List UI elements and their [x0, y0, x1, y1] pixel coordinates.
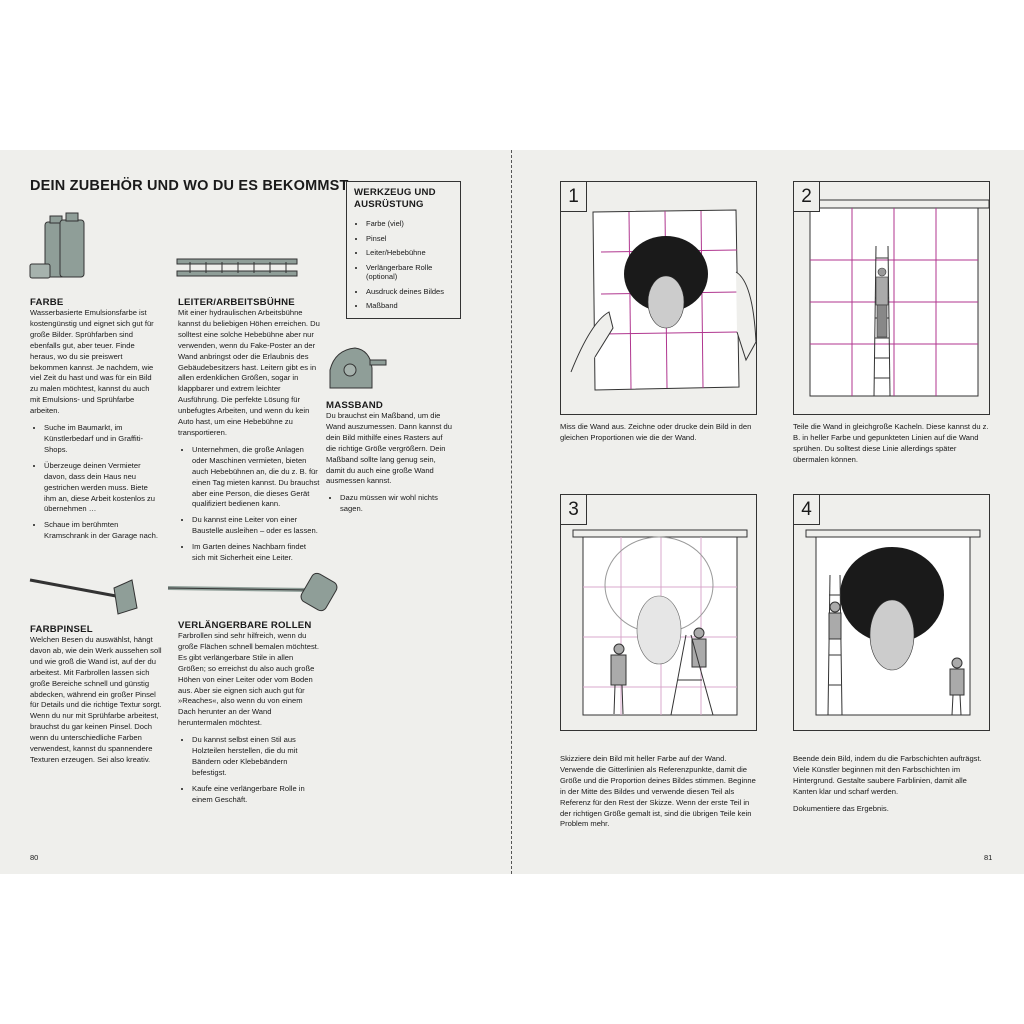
book-spread [0, 150, 1024, 874]
section-text: Du brauchst ein Maßband, um die Wand auszumessen. Dann kannst du dein Bild mithilfe eines Rasters auf die richtige Größe vergrößern. Dein Maßband sollte lang genug sein, damit du auch eine große Wand ausmessen kannst. [326, 411, 452, 486]
step-number: 2 [794, 182, 820, 212]
ladder-illustration [177, 259, 297, 276]
section-heading: FARBPINSEL [30, 624, 93, 635]
toolbox-item: • Leiter/Hebebühne [366, 248, 453, 258]
list-item: • Du kannst eine Leiter von einer Baustelle ausleihen – oder es lassen. [192, 515, 321, 537]
step-4-caption-2: Dokumentiere das Ergebnis. [793, 804, 889, 813]
page-title: DEIN ZUBEHÖR UND WO DU ES BEKOMMST [30, 178, 349, 194]
bullet-list [30, 423, 160, 542]
step-1-panel [560, 181, 757, 415]
step-number: 4 [794, 495, 820, 525]
toolbox-item: • Verlängerbare Rolle (optional) [366, 263, 453, 282]
bullet-list [178, 735, 321, 805]
list-item: • Im Garten deines Nachbarn findet sich mit Sicherheit eine Leiter. [192, 542, 321, 564]
step-3-panel [560, 494, 757, 731]
toolbox-heading: WERKZEUG UND AUSRÜSTUNG [354, 187, 436, 210]
toolbox-item: • Pinsel [366, 234, 453, 244]
section-heading: VERLÄNGERBARE ROLLEN [178, 620, 312, 631]
section-text: Mit einer hydraulischen Arbeitsbühne kannst du beliebigen Höhen erreichen. Du solltest eine solche Hebebühne aber nur verwenden, wenn du Fake-Poster an der Wand anbringst oder die Erlaubnis des Gebäudebesitzers hast. Leitern gibt es in allen erdenklichen Größen, sogar in klappbarer und extrem leichter Ausführung. Die perfekte Lösung für unbefugtes Arbeiten, und wenn du kein Auto hast, um eine Hebebühne zu transportieren. [178, 308, 320, 437]
section-rollen [178, 620, 321, 811]
page-number-right: 81 [984, 853, 993, 862]
list-item: • Du kannst selbst einen Stil aus Holzteilen herstellen, die du mit Bändern oder Klebebändern befestigst. [192, 735, 321, 779]
section-text: Welchen Besen du auswählst, hängt davon ab, wie dein Werk aussehen soll und wie groß die Wand ist, auf der du arbeitest. Mit Farbrollen lassen sich große Bereiche schnell und günstig abdecken, während ein großer Pinsel für Details und die richtige Textur sorgt. Wenn du nur mit Sprühfarbe arbeitest, brauchst du gar keinen Pinsel. Doch wenn du unterschiedliche Farben verwendest, kannst du spannendere Texturen erzeugen. Sei also kreativ. [30, 635, 162, 764]
bullet-list [326, 493, 454, 515]
section-heading: MASSBAND [326, 400, 384, 411]
page-number-left: 80 [30, 853, 39, 862]
toolbox-item: • Ausdruck deines Bildes [366, 287, 453, 297]
step-4-caption: Beende dein Bild, indem du die Farbschichten aufträgst. Viele Künstler beginnen mit den Farbschichten im Hintergrund. Gestalte saubere Farblinien, damit alle Kanten klar und scharf werden. [793, 754, 982, 796]
toolbox-item: • Maßband [366, 301, 453, 311]
step-2-illustration [794, 182, 991, 416]
step-4-illustration [794, 495, 991, 732]
section-farbe [30, 297, 160, 547]
step-3-caption: Skizziere dein Bild mit heller Farbe auf der Wand. Verwende die Gitterlinien als Referenzpunkte, damit die Größe und die Proportion deines Bildes stimmen. Beginne in der Mitte des Bildes und verwende diesen Teil als Referenz für den Rest der Skizze. Wenn der erste Teil in der richtigen Größe gemalt ist, sind die übrigen Teile kein Problem mehr. [560, 754, 756, 829]
section-leiter [178, 297, 321, 569]
step-4-panel [793, 494, 990, 731]
list-item: • Suche im Baumarkt, im Künstlerbedarf und in Graffiti-Shops. [44, 423, 160, 456]
step-1-illustration [561, 182, 758, 416]
section-text: Wasserbasierte Emulsionsfarbe ist kostengünstig und eignet sich gut für große Bilder. Sprühfarben sind ebenfalls gut, aber teuer. Finde heraus, wo du sie preiswert bekommen kannst. Je nachdem, wie viel Zeit du hast und was für ein Bild zu malen möchtest, kannst du auch mit Emulsions- und Sprühfarbe arbeiten. [30, 308, 154, 416]
list-item: • Unternehmen, die große Anlagen oder Maschinen vermieten, bieten auch Hebebühnen an, die du z. B. für einen Tag mieten kannst. Du brauchst aber eine Person, die dieses Gerät qualifiziert bedienen kann. [192, 445, 321, 510]
tape-measure-illustration [330, 348, 386, 388]
brush-illustration [30, 580, 137, 614]
section-farbpinsel [30, 624, 166, 766]
roller-illustration [168, 571, 339, 613]
step-number: 1 [561, 182, 587, 212]
step-1-caption: Miss die Wand aus. Zeichne oder drucke dein Bild in den gleichen Proportionen wie die der Wand. [560, 422, 752, 442]
paint-cans-illustration [30, 213, 84, 278]
section-text: Farbrollen sind sehr hilfreich, wenn du große Flächen schnell bemalen möchtest. Es gibt verlängerbare Stile in allen Größen; so erreichst du also auch große Höhen von einer Leiter oder vom Boden aus. Aber sie eignen sich auch gut für »Reaches«, also wenn du von einem Dach herunter an der Wand heruntermalen möchtest. [178, 631, 319, 728]
list-item: • Dazu müssen wir wohl nichts sagen. [340, 493, 454, 515]
step-2-panel [793, 181, 990, 415]
step-3-illustration [561, 495, 758, 732]
bullet-list [178, 445, 321, 564]
list-item: • Überzeuge deinen Vermieter davon, dass dein Haus neu gestrichen werden muss. Biete ihm an, diese Arbeit kostenlos zu übernehmen … [44, 461, 160, 516]
toolbox-item: • Farbe (viel) [366, 219, 453, 229]
list-item: • Schaue im berühmten Kramschrank in der Garage nach. [44, 520, 160, 542]
section-heading: LEITER/ARBEITSBÜHNE [178, 297, 295, 308]
step-2-caption: Teile die Wand in gleichgroße Kacheln. Diese kannst du z. B. in heller Farbe und gepunkteten Linien auf die Wand sprühen. Du solltest diese Linie allerdings später übermalen können. [793, 422, 989, 464]
list-item: • Kaufe eine verlängerbare Rolle in einem Geschäft. [192, 784, 321, 806]
section-massband [326, 400, 454, 520]
step-number: 3 [561, 495, 587, 525]
section-heading: FARBE [30, 297, 64, 308]
